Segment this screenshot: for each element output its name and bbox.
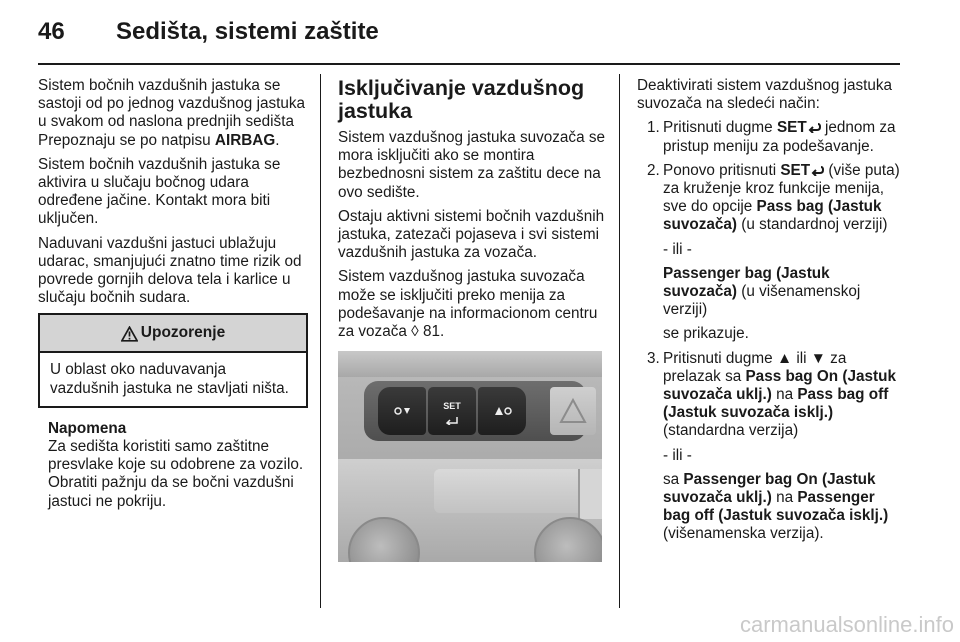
hazard-triangle-icon xyxy=(550,387,596,435)
dashboard-photo xyxy=(338,351,602,562)
return-arrow-icon xyxy=(810,165,824,176)
arrow-button xyxy=(478,387,526,435)
side-airbag-paragraph-2: Sistem bočnih vazdušnih jastuka se aktivira u slučaju bočnog udara određene jačine. Kontakt mora biti uključen. xyxy=(38,155,281,228)
set-button-label: SET xyxy=(776,119,807,137)
column-2 xyxy=(338,77,606,562)
deactivation-paragraph-1: Sistem vazdušnog jastuka suvozača se mora isključiti ako se montira bezbednosni sistem za zaštitu dece na ovo sedište. xyxy=(338,129,605,201)
page-reference: 81. xyxy=(422,323,445,341)
step-2: 2. Ponovo pritisnuti SET (više puta) za kruženje kroz funkcije menija, sve do opcije Pass bag (Jastuk suvozača) (u standardnoj verziji) - ili - Passenger bag (Jastuk suvozača) (u višenamenskoj verziji) se prikazuje. xyxy=(647,161,900,343)
set-button-label: SET xyxy=(780,161,811,179)
info-icon xyxy=(392,405,412,417)
hazard-button xyxy=(550,387,596,435)
side-airbag-paragraph-3: Naduvani vazdušni jastuci ublažuju udarac, smanjujući znatno time rizik od povrede gornjih delova tela i karlice u slučaju bočnih sudara. xyxy=(38,234,302,307)
steps-intro: Deaktivirati sistem vazdušnog jastuka suvozača na sledeći način: xyxy=(637,77,893,113)
note-title: Napomena xyxy=(48,419,127,437)
climate-panel xyxy=(434,469,584,513)
side-airbag-paragraph-1: Sistem bočnih vazdušnih jastuka se sastoji od po jednog vazdušnog jastuka u svakom od naslona prednjih sedišta Prepoznaju se po natpisu AIRBAG. xyxy=(38,77,306,149)
column-divider-2 xyxy=(619,74,620,608)
return-arrow-icon xyxy=(807,122,821,133)
up-arrow-icon: ▲ xyxy=(776,349,793,367)
deactivation-paragraph-3: Sistem vazdušnog jastuka suvozača može se isključiti preko menija za podešavanje na informacionom centru za vozača ◊ 81. xyxy=(338,268,598,341)
step-1: 1. Pritisnuti dugme SET jednom za pristup meniju za podešavanje. xyxy=(647,119,896,155)
page-title: Sedišta, sistemi zaštite xyxy=(116,18,379,45)
steps-list xyxy=(637,119,905,543)
column-divider-1 xyxy=(320,74,321,608)
down-arrow-icon: ▼ xyxy=(810,349,826,367)
up-arrow-light-icon xyxy=(491,405,513,417)
column-1 xyxy=(38,77,308,511)
return-arrow-icon xyxy=(444,415,460,425)
warning-text: U oblast oko naduvavanja vazdušnih jastuka ne stavljati ništa. xyxy=(50,361,289,397)
set-button: SET xyxy=(428,387,476,435)
page-number: 46 xyxy=(38,18,65,45)
step-3: 3. Pritisnuti dugme ▲ ili ▼ za prelazak sa Pass bag On (Jastuk suvozača uklj.) na Pass bag off (Jastuk suvozača isklj.) (standardna verzija) - ili - sa Passenger bag On (Jastuk suvozača uklj.) na Passenger bag off (Jastuk suvozača isklj.) (višenamenska verzija). xyxy=(647,349,896,543)
section-heading: Isključivanje vazdušnog jastuka xyxy=(338,76,585,123)
watermark: carmanualsonline.info xyxy=(739,612,954,637)
warning-box xyxy=(38,313,308,407)
header-rule xyxy=(38,63,900,65)
trip-button xyxy=(378,387,426,435)
note-text: Za sedišta koristiti samo zaštitne presvlake koje su odobrene za vozilo. Obratiti pažnju da se bočni vazdušni jastuci ne pokriju. xyxy=(48,438,304,510)
page-reference-arrow-icon: ◊ xyxy=(411,323,419,341)
warning-header xyxy=(40,315,306,353)
deactivation-paragraph-2: Ostaju aktivni sistemi bočnih vazdušnih jastuka, zatezači pojaseva i svi sistemi vazdušnih jastuka za vozača. xyxy=(338,207,605,262)
airbag-label: AIRBAG xyxy=(214,131,276,149)
note-block xyxy=(38,420,308,511)
column-3 xyxy=(637,77,905,550)
warning-triangle-icon xyxy=(121,326,138,342)
warning-label: Upozorenje xyxy=(140,324,226,342)
